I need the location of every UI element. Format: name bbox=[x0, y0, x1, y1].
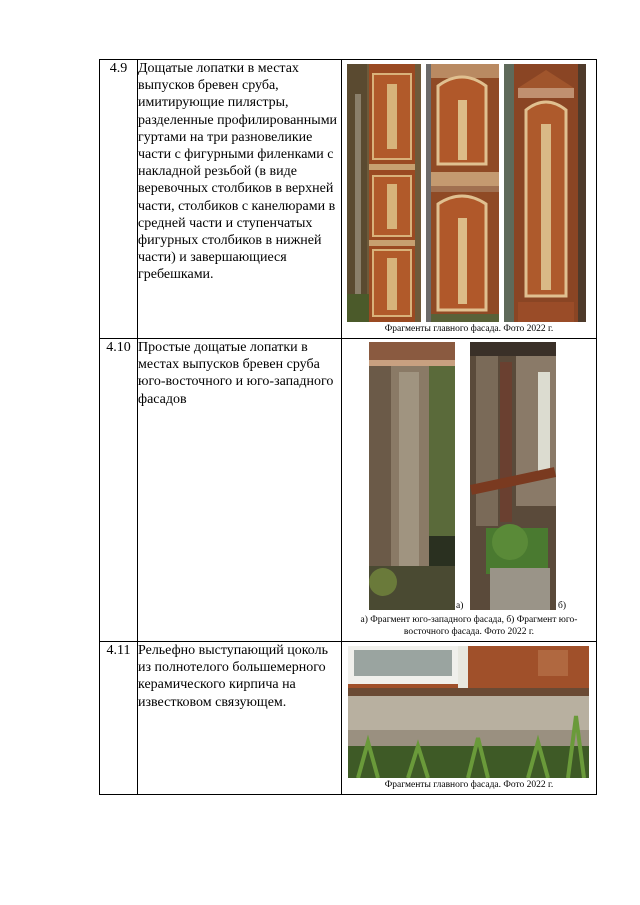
heritage-elements-table bbox=[99, 59, 597, 795]
row-description: Простые дощатые лопатки в местах выпусков бревен сруба юго-восточного и юго-западного фасадов bbox=[138, 339, 342, 642]
table-row bbox=[100, 339, 597, 642]
photo-caption: Фрагменты главного фасада. Фото 2022 г. bbox=[384, 324, 554, 334]
plinth-photo bbox=[348, 646, 589, 778]
row-number: 4.11 bbox=[100, 642, 138, 795]
southwest-facade-photo bbox=[369, 342, 455, 610]
southeast-facade-photo bbox=[470, 342, 556, 610]
photo-cell bbox=[342, 339, 597, 642]
row-description: Дощатые лопатки в местах выпусков бревен сруба, имитирующие пилястры, разделенные профилированными гуртами на три разновеликие части с фигурными филенками с накладной резьбой (в виде веревочных столбиков в верхней части, столбиков с канелюрами в средней части и ступенчатых фигурных столбиков в нижней части) и завершающиеся гребешками. bbox=[138, 60, 342, 339]
pilaster-photo-right bbox=[504, 64, 586, 322]
table-row bbox=[100, 642, 597, 795]
photo-cell bbox=[342, 642, 597, 795]
row-number: 4.9 bbox=[100, 60, 138, 339]
row-number: 4.10 bbox=[100, 339, 138, 642]
photo-label-a: а) bbox=[456, 601, 464, 611]
table-row bbox=[100, 60, 597, 339]
photo-caption: Фрагменты главного фасада. Фото 2022 г. bbox=[384, 780, 554, 790]
pilaster-photo-left bbox=[347, 64, 421, 322]
photo-cell bbox=[342, 60, 597, 339]
row-description: Рельефно выступающий цоколь из полнотелого большемерного керамического кирпича на известковом связующем. bbox=[138, 642, 342, 795]
pilaster-photo-center bbox=[426, 64, 499, 322]
photo-caption: а) Фрагмент юго-западного фасада, б) Фрагмент юго-восточного фасада. Фото 2022 г. bbox=[360, 615, 578, 637]
photo-label-b: б) bbox=[558, 601, 566, 611]
